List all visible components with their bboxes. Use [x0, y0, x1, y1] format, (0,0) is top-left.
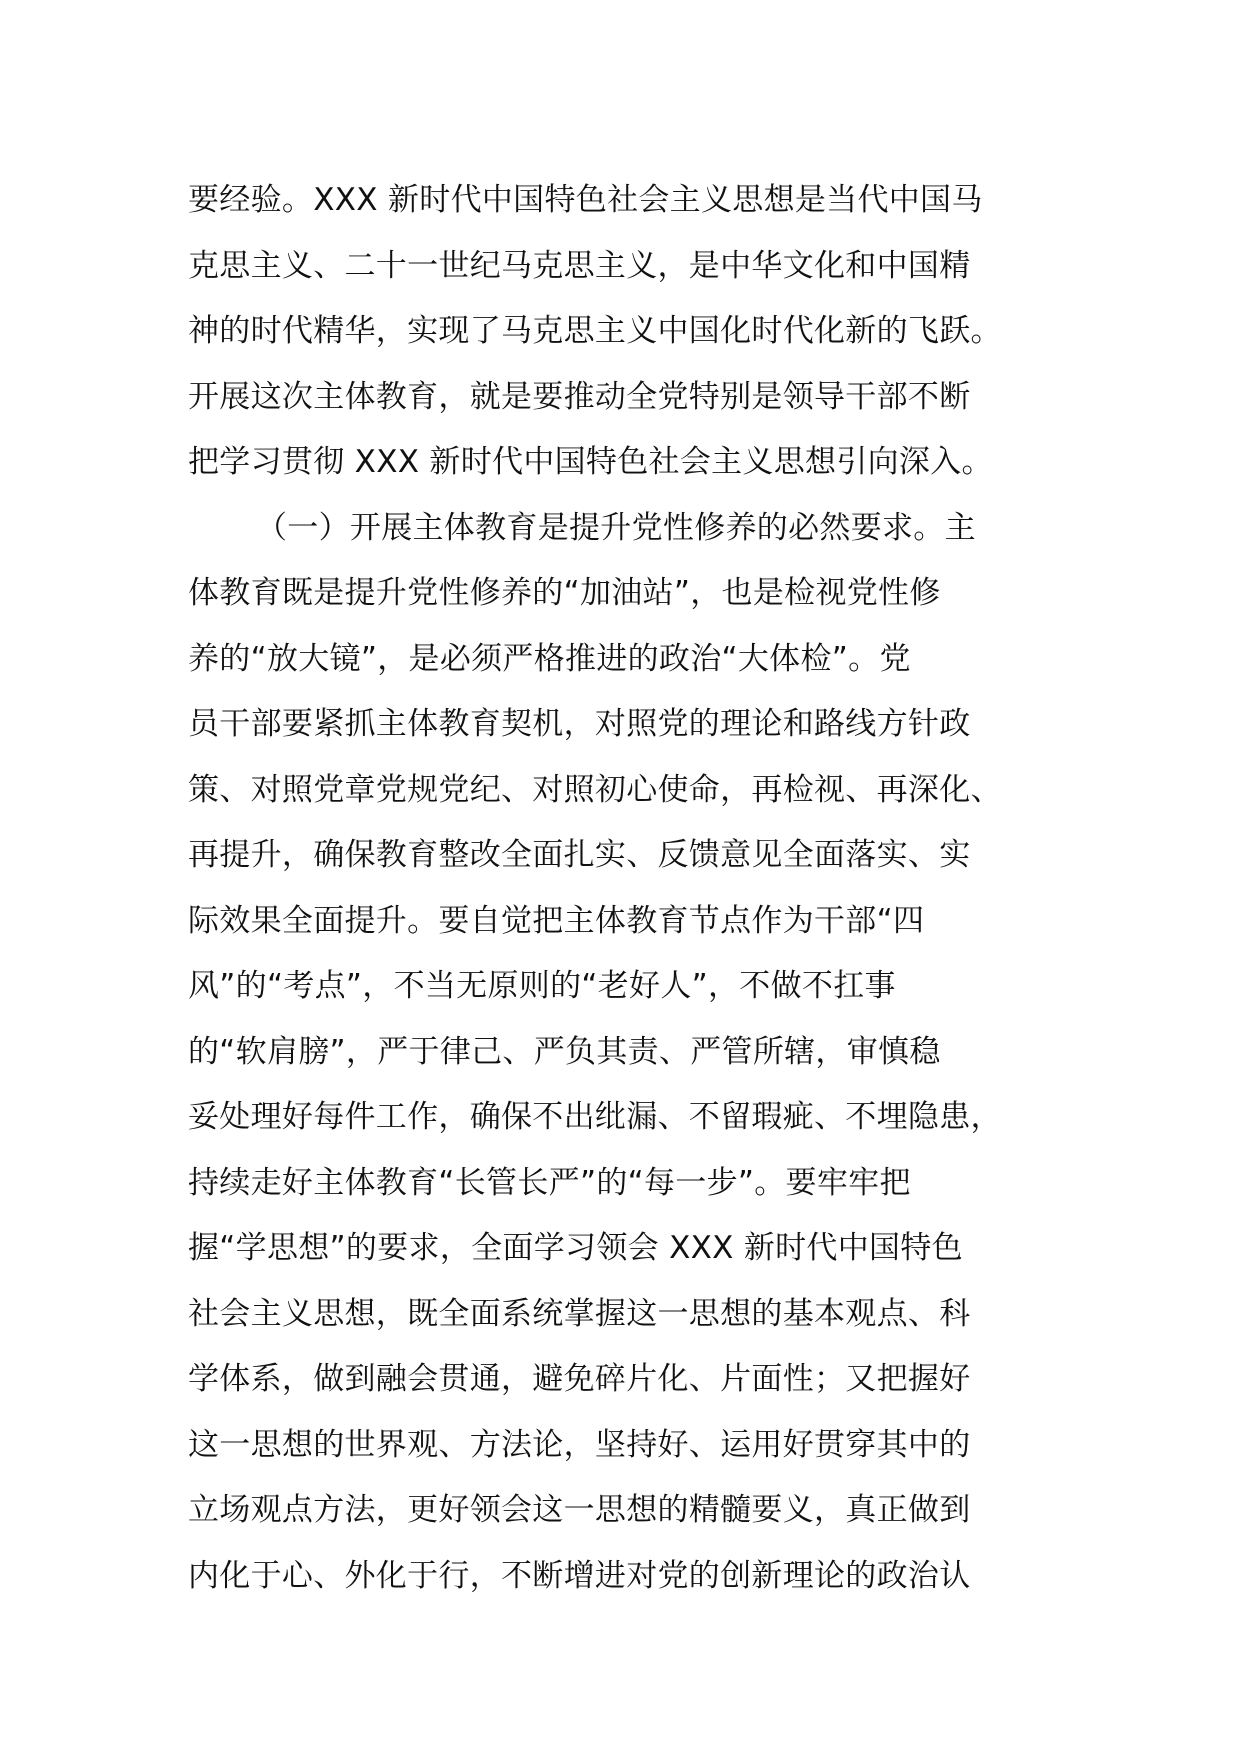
text-line: 要经验。XXX 新时代中国特色社会主义思想是当代中国马 — [188, 182, 983, 218]
text-line: 这一思想的世界观、方法论，坚持好、运用好贯穿其中的 — [188, 1426, 971, 1463]
text-line: 员干部要紧抓主体教育契机，对照党的理论和路线方针政 — [188, 706, 971, 742]
text-line: 开展这次主体教育，就是要推动全党特别是领导干部不断 — [188, 378, 971, 415]
text-line: 风”的“考点”，不当无原则的“老好人”，不做不扛事 — [188, 968, 896, 1004]
text-line: 际效果全面提升。要自觉把主体教育节点作为干部“四 — [188, 902, 925, 939]
text-line: 策、对照党章党规党纪、对照初心使命，再检视、再深化、 — [188, 771, 1002, 808]
text-line: 学体系，做到融会贯通，避免碎片化、片面性；又把握好 — [188, 1361, 971, 1397]
text-line: 持续走好主体教育“长管长严”的“每一步”。要牢牢把 — [188, 1164, 911, 1201]
text-line: 内化于心、外化于行，不断增进对党的创新理论的政治认 — [188, 1557, 971, 1594]
text-line: 再提升，确保教育整改全面扎实、反馈意见全面落实、实 — [188, 837, 971, 873]
body-text — [188, 168, 1058, 1609]
text-line: 的“软肩膀”，严于律己、严负其责、严管所辖，审慎稳 — [188, 1033, 941, 1070]
text-line: 立场观点方法，更好领会这一思想的精髓要义，真正做到 — [188, 1492, 971, 1528]
section-heading-line: （一）开展主体教育是提升党性修养的必然要求。主 — [256, 509, 976, 546]
text-line: 握“学思想”的要求，全面学习领会 XXX 新时代中国特色 — [188, 1230, 963, 1266]
text-line: 把学习贯彻 XXX 新时代中国特色社会主义思想引向深入。 — [188, 444, 993, 480]
text-line: 神的时代精华，实现了马克思主义中国化时代化新的飞跃。 — [188, 313, 1002, 349]
text-line: 克思主义、二十一世纪马克思主义，是中华文化和中国精 — [188, 247, 971, 284]
text-line: 养的“放大镜”，是必须严格推进的政治“大体检”。党 — [188, 640, 911, 677]
text-line: 社会主义思想，既全面系统掌握这一思想的基本观点、科 — [188, 1295, 971, 1332]
text-line: 妥处理好每件工作，确保不出纰漏、不留瑕疵、不埋隐患， — [188, 1099, 1002, 1135]
text-line: 体教育既是提升党性修养的“加油站”，也是检视党性修 — [188, 575, 941, 611]
